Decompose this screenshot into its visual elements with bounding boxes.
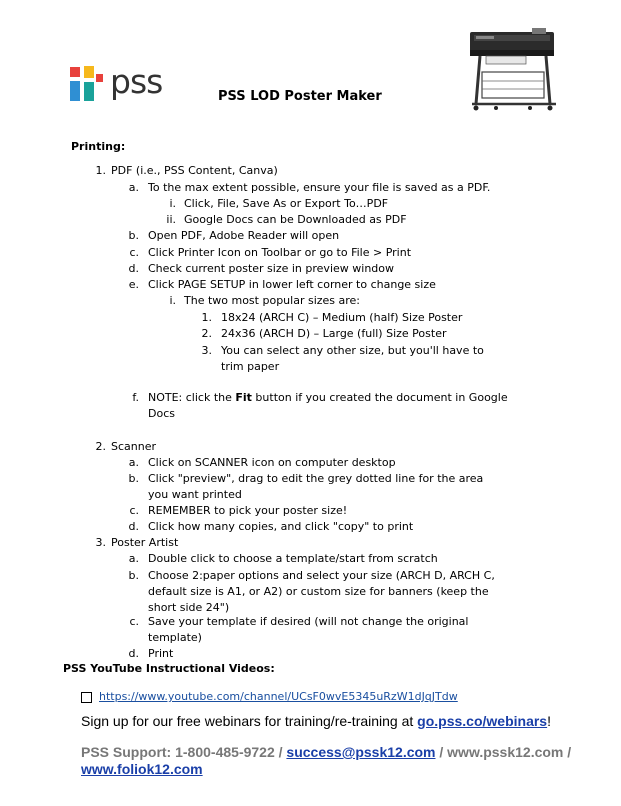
list-item: [148, 391, 508, 405]
list-marker: 2.: [201, 327, 212, 340]
support-site: / www.pssk12.com /: [435, 744, 572, 760]
list-marker: a.: [128, 181, 139, 194]
list-marker: 2.: [95, 440, 106, 453]
list-item: Click "preview", drag to edit the grey dotted line for the area: [148, 472, 484, 485]
list-marker: c.: [129, 504, 139, 517]
webinar-link[interactable]: go.pss.co/webinars: [417, 713, 548, 729]
section-scanner: Scanner: [111, 440, 157, 453]
pss-logo: [70, 62, 170, 104]
list-item: Click PAGE SETUP in lower left corner to change size: [148, 278, 436, 291]
list-item: Click Printer Icon on Toolbar or go to File > Print: [148, 246, 412, 259]
list-item: Click, File, Save As or Export To…PDF: [184, 197, 389, 210]
list-marker: 1.: [95, 164, 106, 177]
list-marker: c.: [129, 615, 139, 628]
note-text: button if you created the document in Google: [251, 391, 508, 404]
list-marker: a.: [128, 456, 139, 469]
support-email-link[interactable]: success@pssk12.com: [286, 744, 436, 760]
pss-logo-icon: [70, 66, 104, 102]
webinar-text: Sign up for our free webinars for training/re-training at: [81, 713, 418, 729]
checkbox[interactable]: [81, 692, 92, 703]
list-item: Print: [148, 647, 174, 660]
list-item-continued: short side 24"): [148, 601, 230, 614]
list-marker: 3.: [95, 536, 106, 549]
list-item: Click how many copies, and click "copy" to print: [148, 520, 414, 533]
support-line: [81, 744, 571, 761]
foliok12-link[interactable]: www.foliok12.com: [81, 761, 203, 777]
list-item: Choose 2:paper options and select your size (ARCH D, ARCH C,: [148, 569, 495, 582]
wide-format-printer-icon: [466, 26, 558, 112]
list-marker: 1.: [201, 311, 212, 324]
videos-heading: PSS YouTube Instructional Videos:: [63, 662, 275, 675]
list-item: Check current poster size in preview window: [148, 262, 394, 275]
support-label: PSS Support: 1-800-485-9722 /: [81, 744, 287, 760]
list-item: Save your template if desired (will not change the original: [148, 615, 469, 628]
list-marker: ii.: [166, 213, 176, 226]
note-text: NOTE: click the: [148, 391, 236, 404]
list-item-continued: Docs: [148, 407, 175, 420]
list-item: You can select any other size, but you'll have to: [221, 344, 484, 357]
list-item-continued: template): [148, 631, 202, 644]
list-marker: e.: [128, 278, 139, 291]
logo-text: pss: [110, 62, 163, 101]
list-marker: 3.: [201, 344, 212, 357]
list-marker: b.: [128, 229, 139, 242]
list-marker: i.: [169, 294, 176, 307]
printing-heading: Printing:: [71, 140, 126, 153]
list-marker: a.: [128, 552, 139, 565]
list-item: Open PDF, Adobe Reader will open: [148, 229, 340, 242]
fit-bold: Fit: [235, 391, 252, 404]
list-marker: b.: [128, 472, 139, 485]
list-item: Google Docs can be Downloaded as PDF: [184, 213, 407, 226]
support-line-2: [81, 761, 203, 778]
list-item: Double click to choose a template/start from scratch: [148, 552, 438, 565]
list-marker: f.: [132, 391, 139, 404]
list-marker: c.: [129, 246, 139, 259]
list-marker: b.: [128, 569, 139, 582]
list-item: To the max extent possible, ensure your file is saved as a PDF.: [148, 181, 491, 194]
list-item: 24x36 (ARCH D) – Large (full) Size Poster: [221, 327, 447, 340]
section-poster-artist: Poster Artist: [111, 536, 179, 549]
list-item: The two most popular sizes are:: [184, 294, 361, 307]
list-marker: d.: [128, 647, 139, 660]
list-item: 18x24 (ARCH C) – Medium (half) Size Poster: [221, 311, 463, 324]
list-marker: d.: [128, 520, 139, 533]
webinar-line: [81, 713, 551, 730]
section-pdf: PDF (i.e., PSS Content, Canva): [111, 164, 278, 177]
list-item: REMEMBER to pick your poster size!: [148, 504, 348, 517]
list-item-continued: default size is A1, or A2) or custom size for banners (keep the: [148, 585, 489, 598]
list-item: Click on SCANNER icon on computer desktop: [148, 456, 396, 469]
list-marker: d.: [128, 262, 139, 275]
list-item-continued: trim paper: [221, 360, 280, 373]
webinar-end: !: [547, 713, 551, 729]
list-item-continued: you want printed: [148, 488, 242, 501]
list-marker: i.: [169, 197, 176, 210]
youtube-link[interactable]: https://www.youtube.com/channel/UCsF0wvE5345uRzW1dJqJTdw: [99, 690, 458, 703]
document-title: PSS LOD Poster Maker: [218, 89, 382, 104]
